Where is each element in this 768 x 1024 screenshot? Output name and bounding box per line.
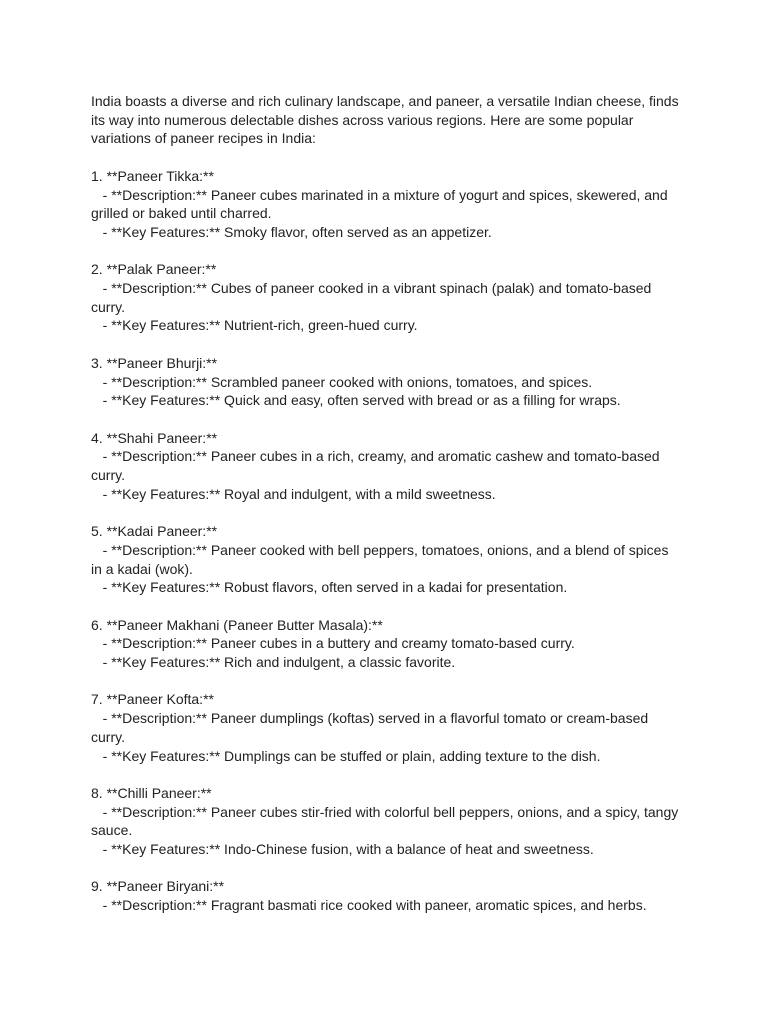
recipe-item-paneer-tikka — [91, 167, 681, 242]
recipe-title: 7. **Paneer Kofta:** — [91, 691, 214, 708]
recipe-item-paneer-biryani — [91, 877, 681, 914]
recipe-item-paneer-bhurji — [91, 354, 681, 410]
recipe-key-features: - **Key Features:** Royal and indulgent, with a mild sweetness. — [91, 485, 496, 502]
recipe-description: - **Description:** Paneer dumplings (koftas) served in a flavorful tomato or cream-based curry. — [91, 710, 653, 745]
recipe-title: 1. **Paneer Tikka:** — [91, 167, 214, 184]
recipe-item-palak-paneer — [91, 260, 681, 335]
recipe-description: - **Description:** Cubes of paneer cooked in a vibrant spinach (palak) and tomato-based curry. — [91, 280, 656, 315]
recipe-key-features: - **Key Features:** Dumplings can be stuffed or plain, adding texture to the dish. — [91, 747, 601, 764]
recipe-key-features: - **Key Features:** Rich and indulgent, a classic favorite. — [91, 654, 456, 670]
recipe-key-features: - **Key Features:** Smoky flavor, often served as an appetizer. — [91, 223, 492, 240]
recipe-item-kadai-paneer — [91, 522, 681, 597]
recipe-description: - **Description:** Paneer cubes stir-fried with colorful bell peppers, onions, and a spicy, tangy sauce. — [91, 803, 683, 839]
recipe-title: 3. **Paneer Bhurji:** — [91, 354, 218, 371]
recipe-key-features: - **Key Features:** Quick and easy, often served with bread or as a filling for wraps. — [91, 392, 621, 409]
recipe-description: - **Description:** Scrambled paneer cooked with onions, tomatoes, and spices. — [91, 373, 593, 390]
recipe-title: 9. **Paneer Biryani:** — [91, 878, 225, 895]
recipe-item-chilli-paneer — [91, 784, 681, 859]
recipe-item-shahi-paneer — [91, 429, 681, 504]
recipe-title: 8. **Chilli Paneer:** — [91, 784, 212, 801]
recipe-description: - **Description:** Paneer cubes in a rich, creamy, and aromatic cashew and tomato-based curry. — [91, 448, 664, 483]
recipe-key-features: - **Key Features:** Indo-Chinese fusion, with a balance of heat and sweetness. — [91, 841, 594, 857]
recipe-description: - **Description:** Paneer cubes marinated in a mixture of yogurt and spices, skewered, and grilled or baked until charred. — [91, 186, 672, 222]
recipe-key-features: - **Key Features:** Nutrient-rich, green-hued curry. — [91, 317, 418, 334]
recipe-title: 6. **Paneer Makhani (Paneer Butter Masala):** — [91, 616, 383, 633]
recipe-item-paneer-makhani — [91, 616, 681, 672]
recipe-title: 5. **Kadai Paneer:** — [91, 523, 218, 540]
document-body — [91, 92, 681, 933]
recipe-description: - **Description:** Paneer cubes in a buttery and creamy tomato-based curry. — [91, 635, 575, 652]
recipe-title: 4. **Shahi Paneer:** — [91, 429, 218, 446]
recipe-title: 2. **Palak Paneer:** — [91, 261, 217, 278]
recipe-description: - **Description:** Paneer cooked with bell peppers, tomatoes, onions, and a blend of spices in a kadai (wok). — [91, 541, 673, 577]
recipe-key-features: - **Key Features:** Robust flavors, often served in a kadai for presentation. — [91, 579, 568, 596]
recipe-item-paneer-kofta — [91, 690, 681, 765]
intro-paragraph: India boasts a diverse and rich culinary landscape, and paneer, a versatile Indian cheese, finds its way into numerous delectable dishes across various regions. Here are some popular variations of paneer recipes in India: — [91, 93, 679, 147]
recipe-description: - **Description:** Fragrant basmati rice cooked with paneer, aromatic spices, and herbs. — [91, 897, 647, 914]
